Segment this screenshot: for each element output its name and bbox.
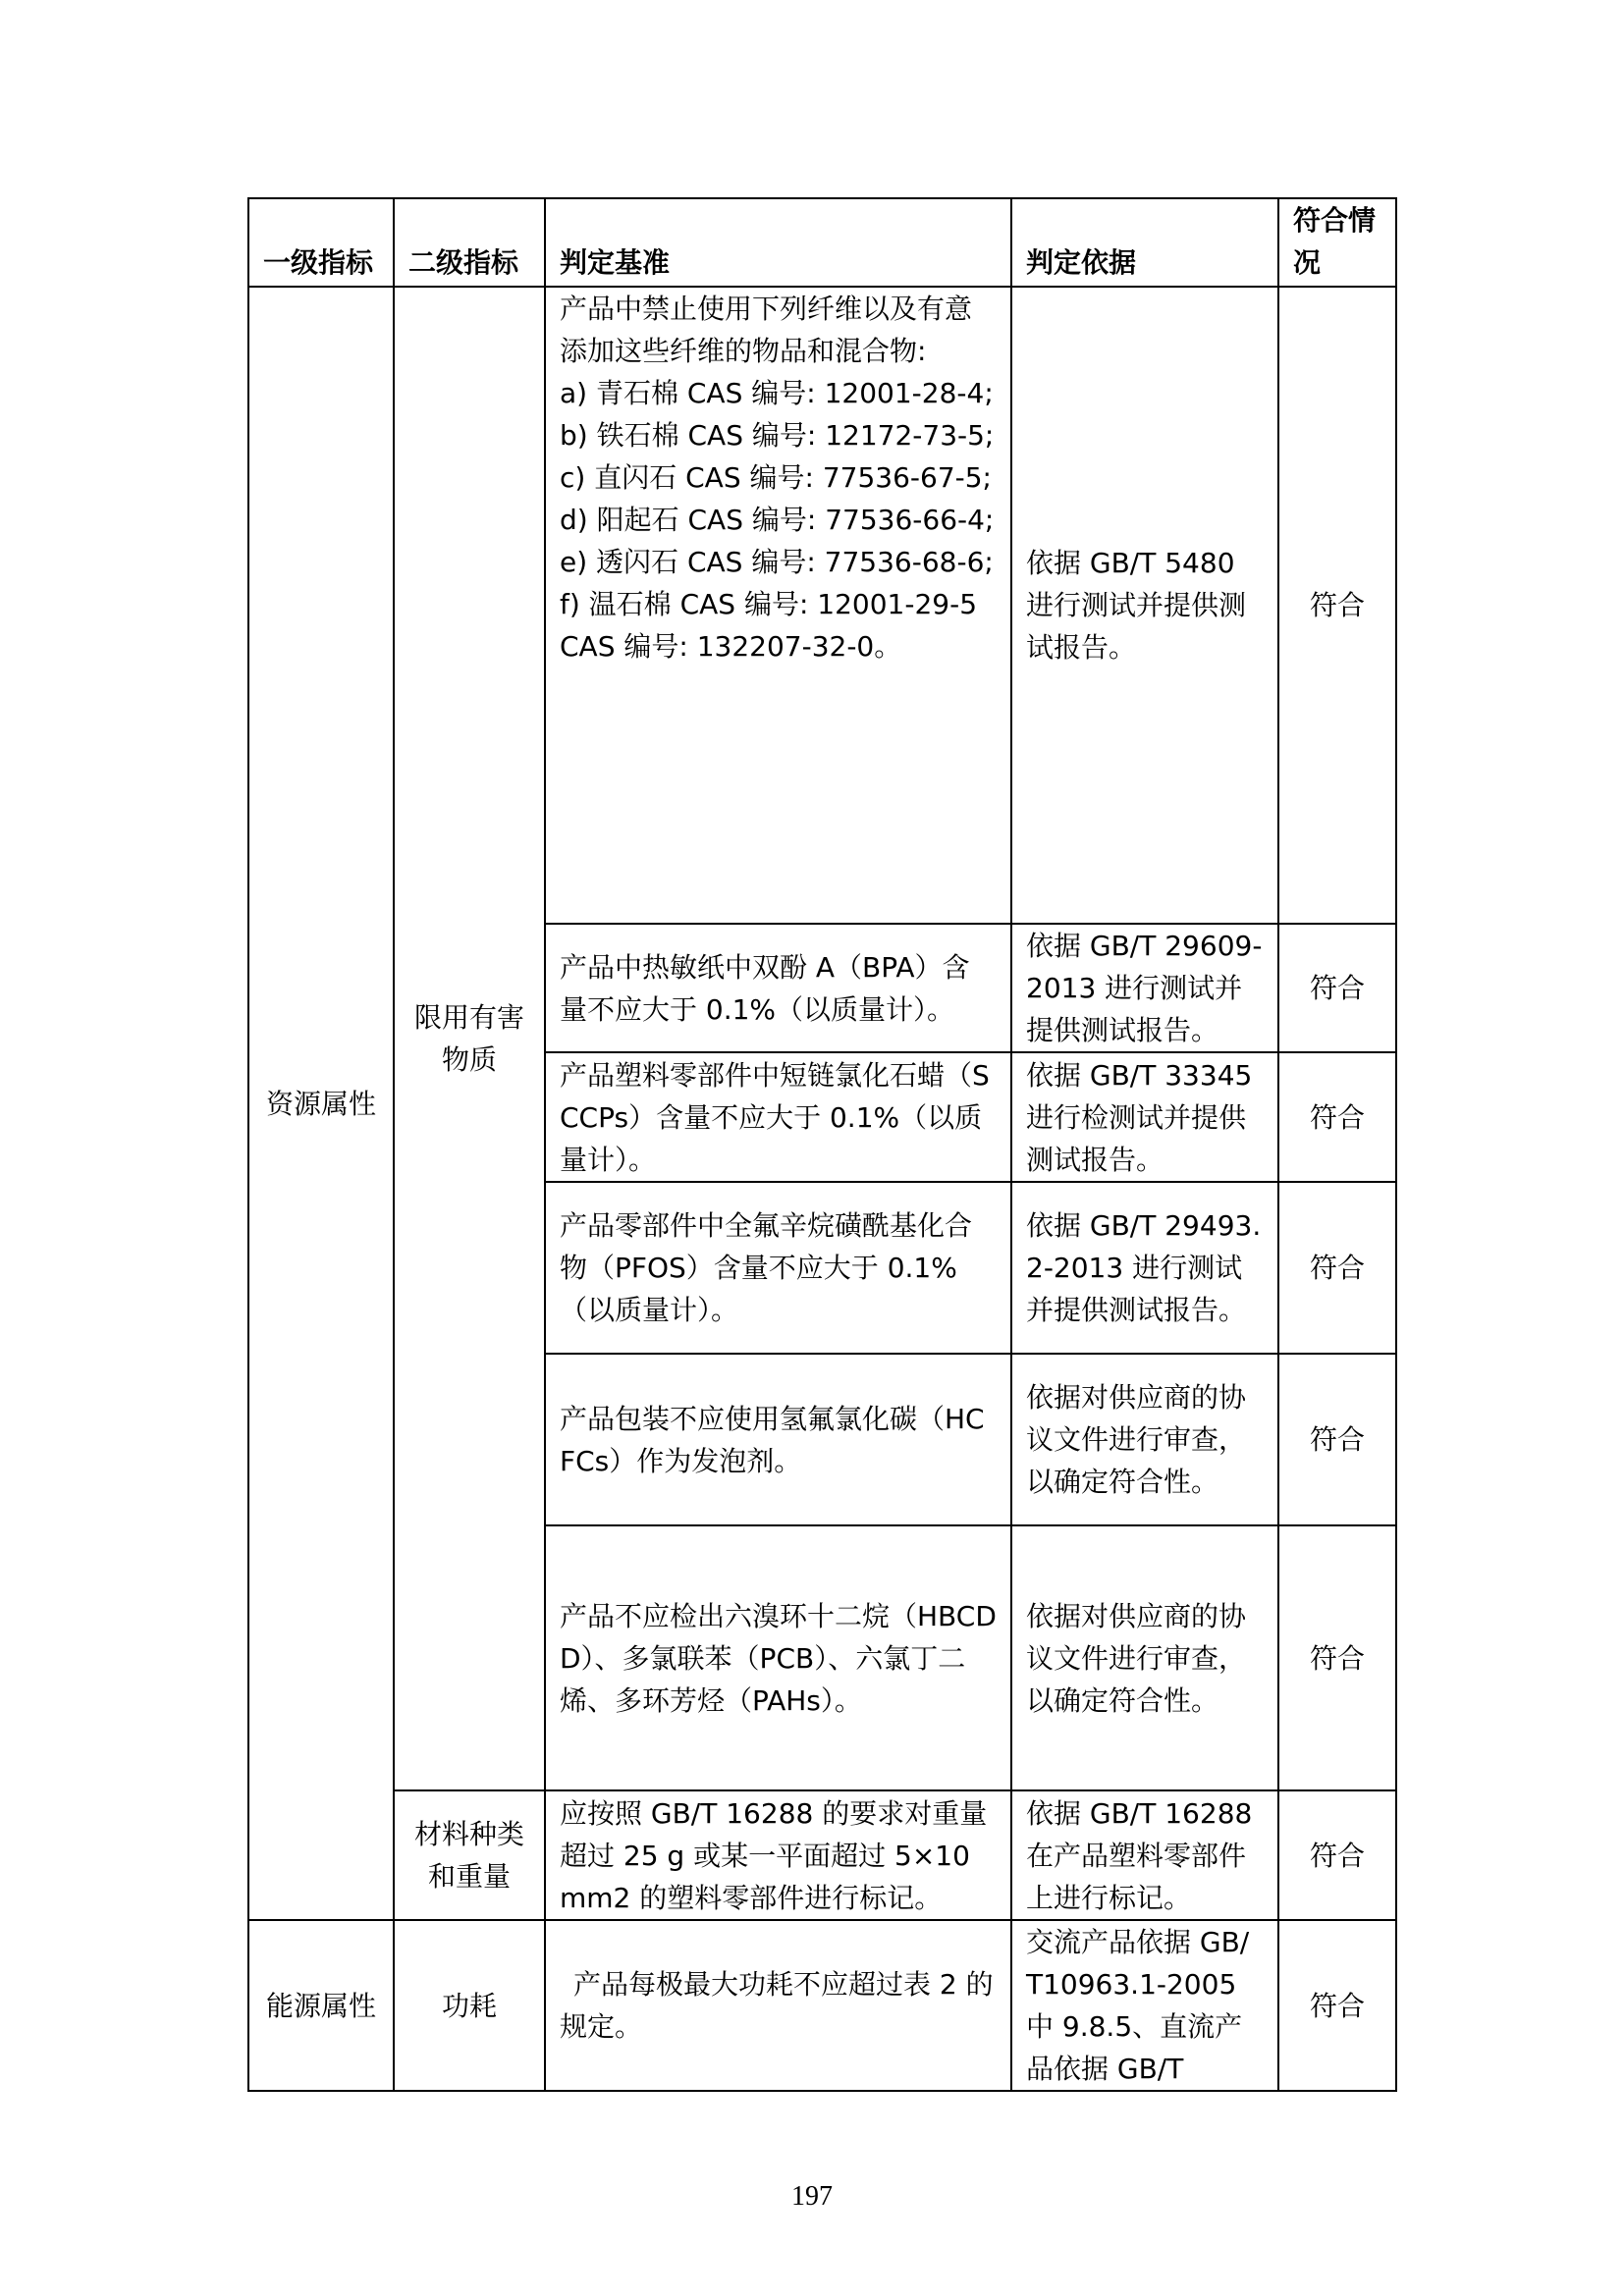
page-number: 197 [791, 2181, 833, 2212]
level2-cell-power: 功耗 [394, 1920, 545, 2091]
compliance-cell: 符合 [1278, 1525, 1396, 1790]
level1-cell-energy: 能源属性 [248, 1920, 394, 2091]
criteria-line: f) 温石棉 CAS 编号: 12001-29-5 CAS 编号: 132207-32-0。 [560, 588, 978, 663]
compliance-cell: 符合 [1278, 1790, 1396, 1920]
compliance-cell: 符合 [1278, 1052, 1396, 1182]
criteria-line: e) 透闪石 CAS 编号: 77536-68-6; [560, 546, 994, 578]
header-compliance: 符合情况 [1278, 198, 1396, 287]
criteria-cell: 产品零部件中全氟辛烷磺酰基化合物（PFOS）含量不应大于 0.1%（以质量计）。 [545, 1182, 1011, 1354]
basis-cell: 依据 GB/T 5480 进行测试并提供测试报告。 [1011, 287, 1278, 924]
criteria-cell: 产品中热敏纸中双酚 A（BPA）含量不应大于 0.1%（以质量计）。 [545, 924, 1011, 1052]
header-basis: 判定依据 [1011, 198, 1278, 287]
criteria-line: 产品中禁止使用下列纤维以及有意添加这些纤维的物品和混合物: [560, 293, 973, 367]
level1-cell-resource: 资源属性 [248, 287, 394, 1920]
header-criteria: 判定基准 [545, 198, 1011, 287]
criteria-cell: 产品不应检出六溴环十二烷（HBCDD）、多氯联苯（PCB）、六氯丁二烯、多环芳烃（PAHs）。 [545, 1525, 1011, 1790]
header-level2: 二级指标 [394, 198, 545, 287]
criteria-line: c) 直闪石 CAS 编号: 77536-67-5; [560, 461, 992, 494]
evaluation-table [247, 197, 1397, 2092]
table-header-row [248, 198, 1396, 287]
basis-cell: 依据对供应商的协议文件进行审查，以确定符合性。 [1011, 1354, 1278, 1525]
criteria-cell: 产品塑料零部件中短链氯化石蜡（SCCPs）含量不应大于 0.1%（以质量计）。 [545, 1052, 1011, 1182]
basis-cell: 依据 GB/T 33345 进行检测试并提供测试报告。 [1011, 1052, 1278, 1182]
basis-cell: 依据 GB/T 29493.2-2013 进行测试并提供测试报告。 [1011, 1182, 1278, 1354]
basis-cell: 依据对供应商的协议文件进行审查，以确定符合性。 [1011, 1525, 1278, 1790]
compliance-cell: 符合 [1278, 1920, 1396, 2091]
criteria-line: a) 青石棉 CAS 编号: 12001-28-4; [560, 377, 994, 409]
criteria-line: d) 阳起石 CAS 编号: 77536-66-4; [560, 504, 995, 536]
compliance-cell: 符合 [1278, 1354, 1396, 1525]
criteria-cell: 产品包装不应使用氢氟氯化碳（HCFCs）作为发泡剂。 [545, 1354, 1011, 1525]
level2-cell-material-types: 材料种类和重量 [394, 1790, 545, 1920]
compliance-cell: 符合 [1278, 287, 1396, 924]
header-level1: 一级指标 [248, 198, 394, 287]
criteria-line: b) 铁石棉 CAS 编号: 12172-73-5; [560, 419, 995, 452]
table-row [248, 1790, 1396, 1920]
basis-cell: 交流产品依据 GB/T10963.1-2005 中 9.8.5、直流产品依据 GB/T [1011, 1920, 1278, 2091]
criteria-cell: 产品每极最大功耗不应超过表 2 的规定。 [545, 1920, 1011, 2091]
basis-cell: 依据 GB/T 16288 在产品塑料零部件上进行标记。 [1011, 1790, 1278, 1920]
compliance-cell: 符合 [1278, 1182, 1396, 1354]
table-row [248, 1920, 1396, 2091]
basis-cell: 依据 GB/T 29609-2013 进行测试并提供测试报告。 [1011, 924, 1278, 1052]
level2-cell-restricted-substances: 限用有害物质 [394, 287, 545, 1790]
criteria-cell: 应按照 GB/T 16288 的要求对重量超过 25 g 或某一平面超过 5×10 mm2 的塑料零部件进行标记。 [545, 1790, 1011, 1920]
table-row [248, 287, 1396, 924]
criteria-cell [545, 287, 1011, 924]
compliance-cell: 符合 [1278, 924, 1396, 1052]
